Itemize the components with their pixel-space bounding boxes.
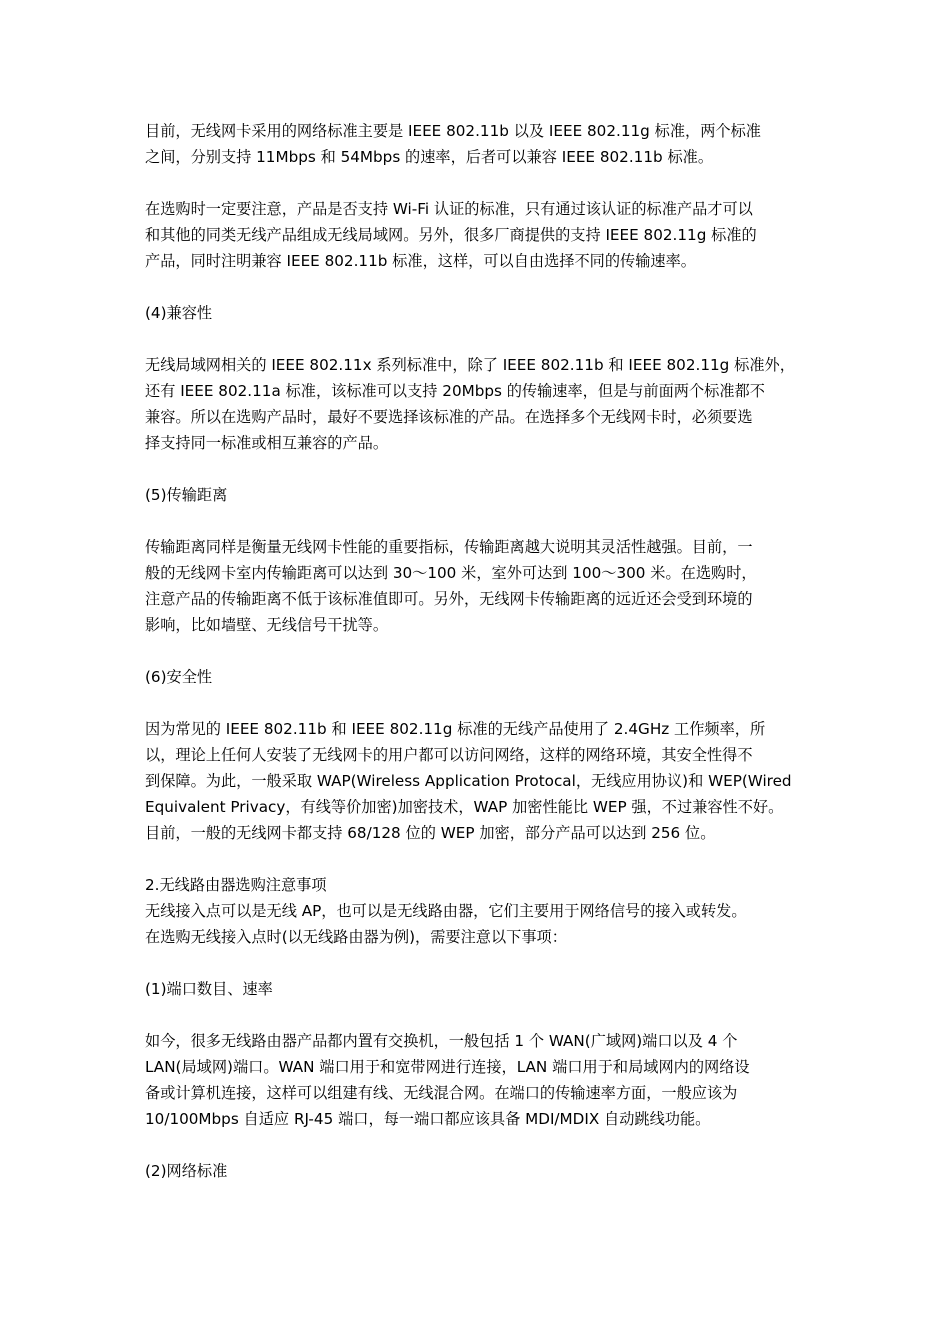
text-line: 目前，无线网卡采用的网络标准主要是 IEEE 802.11b 以及 IEEE 802.11g 标准，两个标准 [145,122,761,140]
text-line: LAN(局域网)端口。WAN 端口用于和宽带网进行连接，LAN 端口用于和局域网内的网络设 [145,1058,750,1076]
text-line: 到保障。为此，一般采取 WAP(Wireless Application Protocal，无线应用协议)和 WEP(Wired [145,772,792,790]
text-line: 在选购时一定要注意，产品是否支持 Wi-Fi 认证的标准，只有通过该认证的标准产品才可以 [145,200,753,218]
document-body [145,118,813,1184]
text-line: Equivalent Privacy，有线等价加密)加密技术，WAP 加密性能比 WEP 强，不过兼容性不好。 [145,798,784,816]
text-line: 般的无线网卡室内传输距离可以达到 30～100 米，室外可达到 100～300 米。在选购时， [145,564,757,582]
text-line: 因为常见的 IEEE 802.11b 和 IEEE 802.11g 标准的无线产品使用了 2.4GHz 工作频率，所 [145,720,766,738]
text-line: 择支持同一标准或相互兼容的产品。 [145,434,388,452]
text-line: 兼容。所以在选购产品时，最好不要选择该标准的产品。在选择多个无线网卡时，必须要选 [145,408,753,426]
text-line: 在选购无线接入点时(以无线路由器为例)，需要注意以下事项： [145,928,567,946]
paragraph-security [145,716,813,846]
text-line: 备或计算机连接，这样可以组建有线、无线混合网。在端口的传输速率方面，一般应该为 [145,1084,738,1102]
heading-network-standard [145,1158,813,1184]
text-line: 无线接入点可以是无线 AP，也可以是无线路由器，它们主要用于网络信号的接入或转发。 [145,902,747,920]
section-router-selection [145,872,813,950]
paragraph-standards [145,118,813,170]
text-line: (1)端口数目、速率 [145,980,273,998]
paragraph-compatibility [145,352,813,456]
text-line: (4)兼容性 [145,304,213,322]
heading-compatibility [145,300,813,326]
text-line: 影响，比如墙壁、无线信号干扰等。 [145,616,388,634]
heading-transmission-distance [145,482,813,508]
text-line: 10/100Mbps 自适应 RJ-45 端口，每一端口都应该具备 MDI/MDIX 自动跳线功能。 [145,1110,711,1128]
text-line: 如今，很多无线路由器产品都内置有交换机，一般包括 1 个 WAN(广域网)端口以及 4 个 [145,1032,738,1050]
text-line: 产品，同时注明兼容 IEEE 802.11b 标准，这样，可以自由选择不同的传输速率。 [145,252,696,270]
text-line: 目前，一般的无线网卡都支持 68/128 位的 WEP 加密，部分产品可以达到 256 位。 [145,824,716,842]
text-line: 和其他的同类无线产品组成无线局域网。另外，很多厂商提供的支持 IEEE 802.11g 标准的 [145,226,757,244]
section-heading: 2.无线路由器选购注意事项 [145,876,327,894]
text-line: 传输距离同样是衡量无线网卡性能的重要指标，传输距离越大说明其灵活性越强。目前，一 [145,538,753,556]
paragraph-ports [145,1028,813,1132]
heading-ports [145,976,813,1002]
text-line: 之间，分别支持 11Mbps 和 54Mbps 的速率，后者可以兼容 IEEE 802.11b 标准。 [145,148,714,166]
paragraph-transmission-distance [145,534,813,638]
text-line: 注意产品的传输距离不低于该标准值即可。另外，无线网卡传输距离的远近还会受到环境的 [145,590,753,608]
text-line: 还有 IEEE 802.11a 标准，该标准可以支持 20Mbps 的传输速率，但是与前面两个标准都不 [145,382,765,400]
text-line: 以，理论上任何人安装了无线网卡的用户都可以访问网络，这样的网络环境，其安全性得不 [145,746,753,764]
text-line: 无线局域网相关的 IEEE 802.11x 系列标准中，除了 IEEE 802.11b 和 IEEE 802.11g 标准外， [145,356,795,374]
heading-security [145,664,813,690]
text-line: (5)传输距离 [145,486,228,504]
text-line: (6)安全性 [145,668,213,686]
text-line: (2)网络标准 [145,1162,228,1180]
paragraph-wifi-certification [145,196,813,274]
